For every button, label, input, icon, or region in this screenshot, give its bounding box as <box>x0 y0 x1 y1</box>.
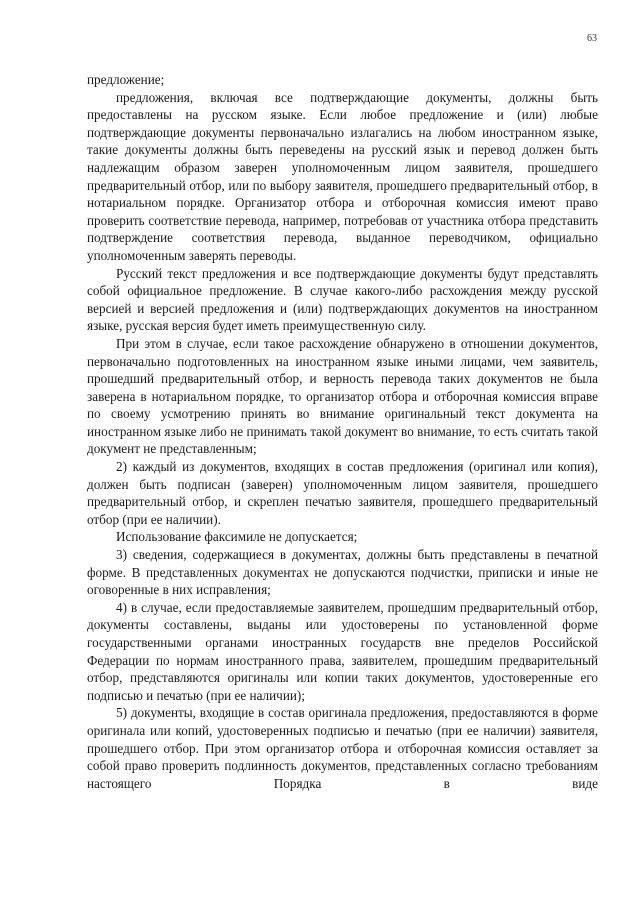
paragraph: При этом в случае, если такое расхождение обнаружено в отношении документов, первоначально подготовленных на иностранном языке иными лицами, чем заявитель, прошедший предварительный отбор, и верность перевода таких документов не была заверена в нотариальном порядке, то организатор отбора и отборочная комиссия вправе по своему усмотрению принять во внимание оригинальный текст документа на иностранном языке либо не принимать такой документ во внимание, то есть считать такой документ не представленным; <box>87 335 598 457</box>
paragraph: предложение; <box>87 72 165 87</box>
paragraph: Использование факсимиле не допускается; <box>116 529 358 545</box>
paragraph: Русский текст предложения и все подтверждающие документы будут представлять собой официальное предложение. В случае какого-либо расхождения между русской версией и версией предложения и (или) подтверждающих документов на иностранном языке, русская версия будет иметь преимущественную силу. <box>87 265 598 334</box>
page-number: 63 <box>587 33 597 44</box>
paragraph: 2) каждый из документов, входящих в состав предложения (оригинал или копия), должен быть подписан (заверен) уполномоченным лицом заявителя, прошедшего предварительный отбор, и скреплен печатью заявителя, прошедшего предварительный отбор (при ее наличии). <box>87 459 598 527</box>
paragraph: 3) сведения, содержащиеся в документах, должны быть представлены в печатной форме. В представленных документах не допускаются подчистки, приписки и иные не оговоренные в них исправления; <box>87 547 598 598</box>
document-body <box>87 71 598 792</box>
paragraph: предложения, включая все подтверждающие документы, должны быть предоставлены на русском языке. Если любое предложение и (или) любые подтверждающие документы первоначально излагались на любом иностранном языке, такие документы должны быть переведены на русский язык и перевод должен быть надлежащим образом заверен уполномоченным лицом заявителя, прошедшего предварительный отбор, или по выбору заявителя, прошедшего предварительный отбор, в нотариальном порядке. Организатор отбора и отборочная комиссия имеют право проверить соответствие перевода, например, потребовав от участника отбора представить подтверждение соответствия перевода, выданное переводчиком, официально уполномоченным заверять переводы. <box>87 89 598 263</box>
paragraph: 4) в случае, если предоставляемые заявителем, прошедшим предварительный отбор, документы составлены, выданы или удостоверены по установленной форме государственными органами иностранных государств вне пределов Российской Федерации по нормам иностранного права, заявителем, прошедшим предварительный отбор, представляются оригиналы или копии таких документов, удостоверенные его подписью и печатью (при ее наличии); <box>87 599 598 703</box>
paragraph: 5) документы, входящие в состав оригинала предложения, предоставляются в форме оригинала или копий, удостоверенных подписью и печатью (при ее наличии) заявителя, прошедшего отбор. При этом организатор отбора и отборочная комиссия оставляет за собой право проверить подлинность документов, представленных согласно требованиям настоящего Порядка в виде <box>87 705 598 791</box>
